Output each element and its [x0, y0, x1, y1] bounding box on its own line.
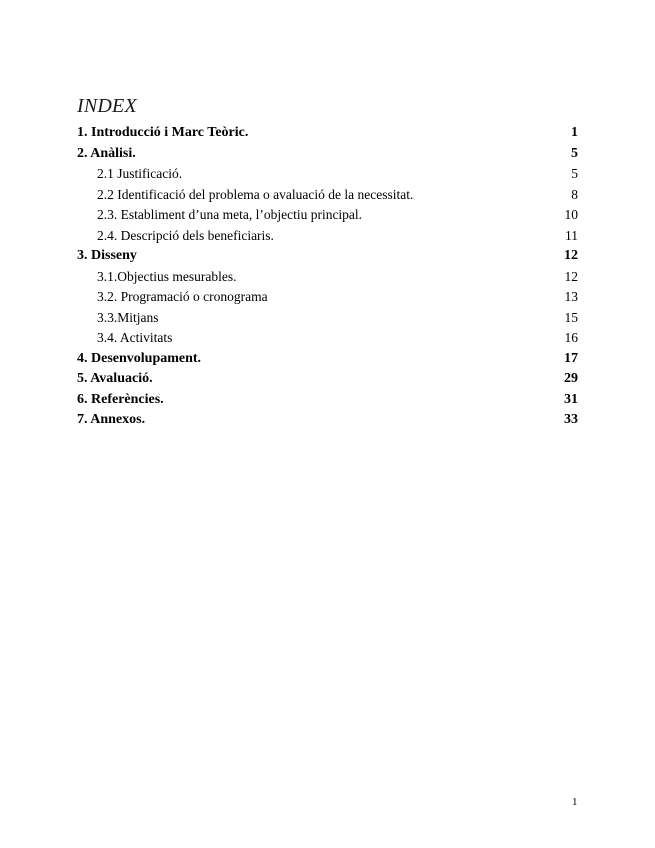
toc-entry[interactable]	[77, 123, 578, 144]
toc-subentry-label: 3.4. Activitats	[97, 330, 173, 345]
toc-entry-page: 12	[564, 248, 578, 263]
toc-entry[interactable]	[77, 349, 578, 370]
toc-entry-label: 2. Anàlisi.	[77, 145, 136, 161]
toc-subentry[interactable]	[77, 328, 578, 349]
toc-entry-page: 1	[571, 125, 578, 140]
toc-entry-label: 1. Introducció i Marc Teòric.	[77, 125, 249, 140]
toc-subentry-page: 11	[565, 227, 578, 243]
toc-subentry[interactable]	[77, 205, 578, 226]
toc-entry-label: 5. Avaluació.	[77, 371, 153, 386]
toc-entry[interactable]	[77, 144, 578, 165]
toc-subentry[interactable]	[77, 185, 578, 206]
toc-subentry-page: 8	[571, 186, 578, 202]
toc-subentry[interactable]	[77, 287, 578, 308]
toc-subentry-label: 3.2. Programació o cronograma	[97, 289, 268, 304]
toc-subentry-page: 12	[564, 268, 578, 284]
toc-subentry-label: 2.4. Descripció dels beneficiaris.	[97, 227, 274, 243]
toc-entry-page: 29	[564, 371, 578, 386]
toc-subentry-page: 5	[571, 166, 578, 181]
toc-entry-page: 33	[564, 412, 578, 427]
toc-subentry[interactable]	[77, 164, 578, 185]
toc-subentry[interactable]	[77, 226, 578, 247]
table-of-contents	[77, 123, 578, 431]
toc-entry[interactable]	[77, 246, 578, 267]
toc-subentry-page: 15	[564, 309, 578, 325]
toc-subentry-label: 2.3. Establiment d’una meta, l’objectiu principal.	[97, 207, 363, 222]
toc-entry-label: 3. Disseny	[77, 248, 137, 263]
toc-entry[interactable]	[77, 369, 578, 390]
toc-subentry-label: 2.1 Justificació.	[97, 166, 183, 181]
toc-entry-label: 6. Referències.	[77, 391, 164, 407]
toc-subentry-label: 3.3.Mitjans	[97, 309, 159, 325]
page-number: 1	[572, 796, 578, 808]
toc-subentry-page: 16	[564, 330, 578, 345]
toc-subentry-label: 3.1.Objectius mesurables.	[97, 268, 237, 284]
toc-entry-page: 5	[571, 145, 578, 161]
toc-subentry[interactable]	[77, 308, 578, 329]
toc-entry[interactable]	[77, 390, 578, 411]
toc-entry-label: 4. Desenvolupament.	[77, 350, 202, 366]
toc-subentry-label: 2.2 Identificació del problema o avaluació de la necessitat.	[97, 186, 414, 202]
toc-entry-page: 31	[564, 391, 578, 407]
toc-entry[interactable]	[77, 410, 578, 431]
toc-subentry[interactable]	[77, 267, 578, 288]
toc-subentry-page: 10	[564, 207, 578, 222]
toc-entry-page: 17	[564, 350, 578, 366]
page-title: INDEX	[77, 95, 137, 118]
toc-subentry-page: 13	[564, 289, 578, 304]
toc-entry-label: 7. Annexos.	[77, 412, 146, 427]
